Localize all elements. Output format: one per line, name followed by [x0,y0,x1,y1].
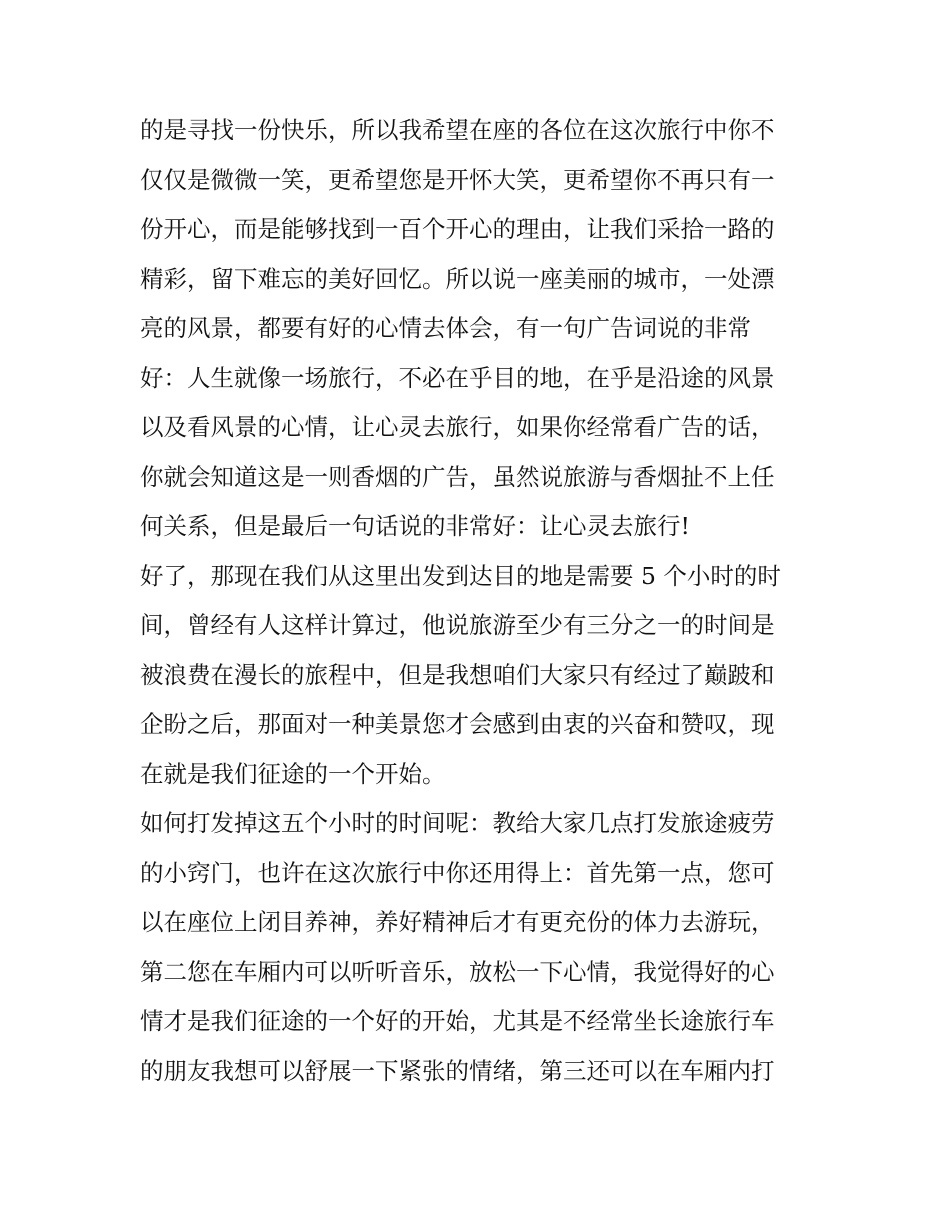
text-line: 情才是我们征途的一个好的开始，尤其是不经常坐长途旅行车 [140,1007,775,1035]
text-line: 以在座位上闭目养神，养好精神后才有更充份的体力去游玩， [140,908,775,936]
text-line: 企盼之后，那面对一种美景您才会感到由衷的兴奋和赞叹，现 [140,710,775,738]
text-line: 何关系，但是最后一句话说的非常好：让心灵去旅行! [140,512,690,540]
text-line: 的是寻找一份快乐，所以我希望在座的各位在这次旅行中你不 [140,116,775,144]
text-line: 被浪费在漫长的旅程中，但是我想咱们大家只有经过了巅跛和 [140,660,775,689]
text-line: 的朋友我想可以舒展一下紧张的情绪，第三还可以在车厢内打 [140,1056,775,1085]
body-text [140,106,820,1096]
text-line: 好：人生就像一场旅行，不必在乎目的地，在乎是沿途的风景 [140,363,775,392]
text-line: 的小窍门，也许在这次旅行中你还用得上：首先第一点，您可 [140,858,775,887]
text-line: 亮的风景，都要有好的心情去体会，有一句广告词说的非常 [140,314,751,342]
text-line: 间，曾经有人这样计算过，他说旅游至少有三分之一的时间是 [140,611,775,639]
text-line: 好了，那现在我们从这里出发到达目的地是需要 5 个小时的时 [140,561,781,590]
text-line: 仅仅是微微一笑，更希望您是开怀大笑，更希望你不再只有一 [140,165,775,194]
text-line: 以及看风景的心情，让心灵去旅行，如果你经常看广告的话， [140,413,775,441]
text-line: 份开心，而是能够找到一百个开心的理由，让我们采拾一路的 [140,215,775,243]
text-line: 你就会知道这是一则香烟的广告，虽然说旅游与香烟扯不上任 [140,462,775,491]
text-line: 如何打发掉这五个小时的时间呢：教给大家几点打发旅途疲劳 [140,809,775,837]
text-line: 在就是我们征途的一个开始。 [140,759,446,788]
text-line: 第二您在车厢内可以听听音乐，放松一下心情，我觉得好的心 [140,957,775,986]
text-line: 精彩，留下难忘的美好回忆。所以说一座美丽的城市，一处漂 [140,264,775,293]
